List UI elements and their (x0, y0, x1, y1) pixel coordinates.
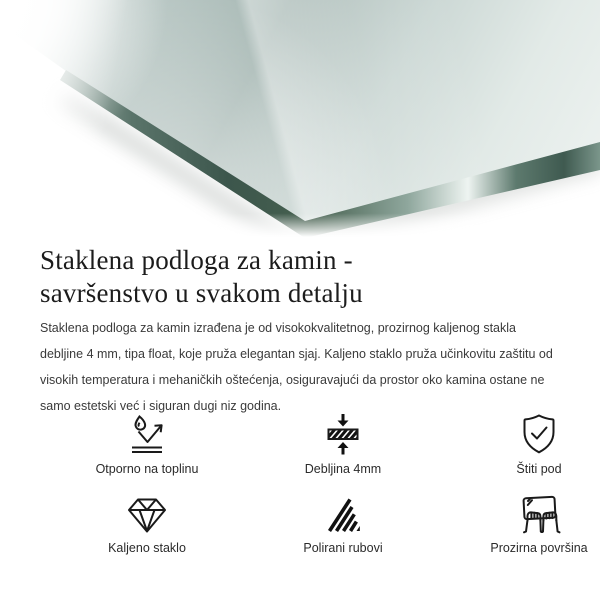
feature-heat-resistant (49, 412, 245, 477)
thickness-4mm-icon (319, 412, 367, 456)
feature-label: Kaljeno staklo (108, 541, 186, 555)
feature-label: Prozirna površina (490, 541, 588, 555)
feature-label: Otporno na toplinu (95, 462, 199, 476)
feature-label: Štiti pod (516, 462, 562, 476)
page-title-line-2: savršenstvo u svakom detalju (40, 278, 363, 308)
product-description: Staklena podloga za kamin izrađena je od visokokvalitetnog, prozirnog kaljenog stakla debljine 4 mm, tipa float, koje pruža elegantan sjaj. Kaljeno staklo pruža učinkovitu zaštitu od visokih temperatura i mehaničkih oštećenja, osiguravajući da prostor oko kamina ostane ne samo estetski već i siguran dugi niz godina. (40, 321, 553, 413)
heat-resistant-icon (123, 412, 171, 456)
hands-glass-icon (515, 491, 563, 535)
feature-transparent-surface (441, 491, 600, 556)
polished-edges-icon (319, 491, 367, 535)
diamond-icon (123, 491, 171, 535)
feature-tempered-glass (49, 491, 245, 556)
product-info-section (0, 244, 600, 556)
shield-check-icon (515, 412, 563, 456)
page-title (40, 244, 560, 310)
feature-thickness-4mm (245, 412, 441, 477)
feature-protects-floor (441, 412, 600, 477)
feature-label: Debljina 4mm (304, 462, 382, 476)
feature-polished-edges (245, 491, 441, 556)
feature-grid (40, 412, 588, 556)
feature-label: Polirani rubovi (303, 541, 383, 555)
page-title-line-1: Staklena podloga za kamin - (40, 245, 353, 275)
product-photo (0, 0, 600, 237)
